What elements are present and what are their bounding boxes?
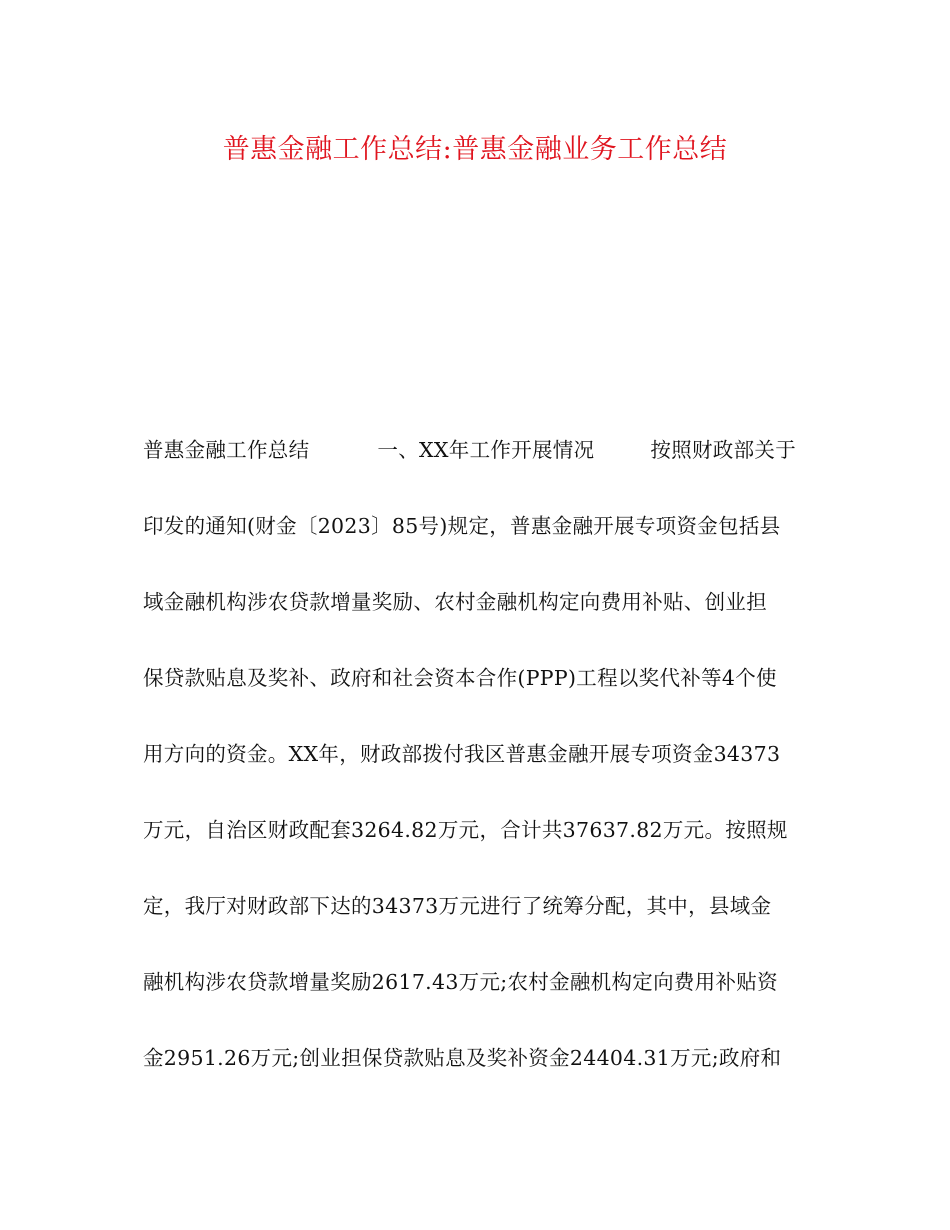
body-line: 万元，自治区财政配套3264.82万元，合计共37637.82万元。按照规 (143, 818, 788, 842)
body-line: 融机构涉农贷款增量奖励2617.43万元;农村金融机构定向费用补贴资 (143, 970, 778, 994)
body-line: 用方向的资金。XX年，财政部拨付我区普惠金融开展专项资金34373 (143, 742, 781, 766)
body-line: 金2951.26万元;创业担保贷款贴息及奖补资金24404.31万元;政府和 (143, 1046, 782, 1070)
body-line: 域金融机构涉农贷款增量奖励、农村金融机构定向费用补贴、创业担 (143, 590, 767, 614)
body-line: 保贷款贴息及奖补、政府和社会资本合作(PPP)工程以奖代补等4个使 (143, 666, 777, 690)
body-line: 定，我厅对财政部下达的34373万元进行了统筹分配，其中，县域金 (143, 894, 772, 918)
document-title: 普惠金融工作总结:普惠金融业务工作总结 (222, 134, 728, 165)
body-line: 印发的通知(财金〔2023〕85号)规定，普惠金融开展专项资金包括县 (143, 514, 781, 538)
document-body (143, 430, 811, 1114)
section-heading: 普惠金融工作总结 (143, 438, 310, 462)
body-line-1 (143, 430, 811, 506)
paragraph-start: 按照财政部关于 (650, 438, 797, 462)
subsection-heading: 一、XX年工作开展情况 (377, 438, 595, 462)
